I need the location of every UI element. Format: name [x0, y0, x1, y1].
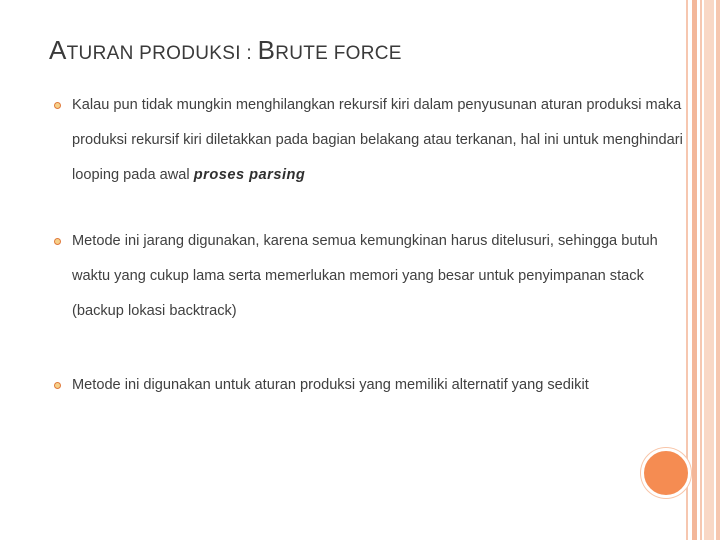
title-separator: :	[240, 43, 258, 64]
slide-title	[49, 32, 402, 72]
decorative-stripe	[700, 0, 702, 540]
decorative-stripe	[704, 0, 714, 540]
bullet-icon	[54, 238, 61, 245]
title-initial-b: B	[257, 35, 276, 65]
bullet-item	[54, 88, 684, 193]
title-word-1: TURAN PRODUKSI	[66, 43, 241, 64]
bullet-list	[54, 88, 684, 403]
bullet-text: Metode ini digunakan untuk aturan produksi yang memiliki alternatif yang sedikit	[72, 377, 589, 393]
bullet-icon	[54, 102, 61, 109]
title-initial-a: A	[49, 35, 67, 65]
bullet-item	[54, 224, 684, 329]
bullet-icon	[54, 382, 61, 389]
decorative-stripe	[692, 0, 697, 540]
bullet-text: Kalau pun tidak mungkin menghilangkan rekursif kiri dalam penyusunan aturan produksi maka produksi rekursif kiri diletakkan pada bagian belakang atau terkanan, hal ini untuk menghindari looping pada awal	[72, 97, 683, 183]
bullet-emphasis: proses parsing	[193, 167, 306, 183]
title-word-2: RUTE FORCE	[275, 43, 402, 64]
decorative-circle	[641, 448, 691, 498]
decorative-stripe	[716, 0, 720, 540]
bullet-text: Metode ini jarang digunakan, karena semua kemungkinan harus ditelusuri, sehingga butuh waktu yang cukup lama serta memerlukan memori yang besar untuk penyimpanan stack (backup lokasi backtrack)	[72, 233, 658, 319]
bullet-item	[54, 368, 684, 403]
